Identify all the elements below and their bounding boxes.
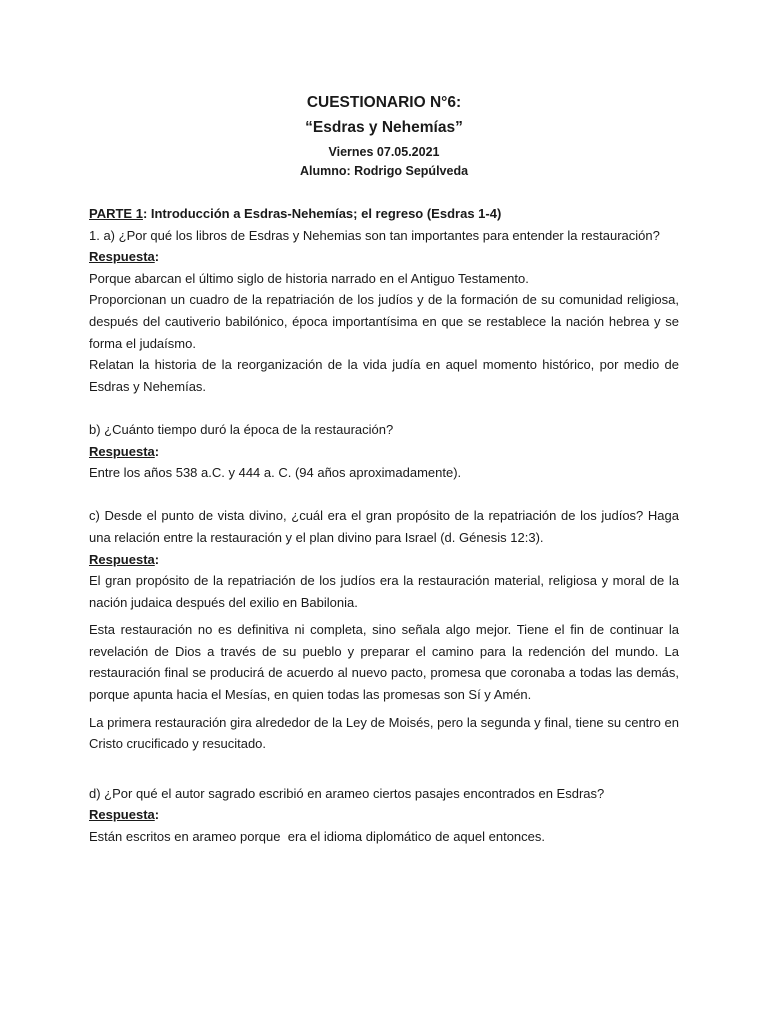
part-heading bbox=[89, 203, 679, 225]
answer-3-paragraph-3: La primera restauración gira alrededor de la Ley de Moisés, pero la segunda y final, tiene su centro en Cristo crucificado y resucitado. bbox=[89, 714, 679, 752]
answer-label bbox=[89, 804, 679, 826]
answer-1-paragraph-3: Relatan la historia de la reorganización de la vida judía en aquel momento histórico, por medio de Esdras y Nehemías. bbox=[89, 357, 679, 394]
answer-4: Están escritos en arameo porque era el idioma diplomático de aquel entonces. bbox=[89, 829, 545, 845]
document-body bbox=[89, 203, 679, 848]
spacer bbox=[89, 397, 679, 419]
question-4: d) ¿Por qué el autor sagrado escribió en arameo ciertos pasajes encontrados en Esdras? bbox=[89, 785, 605, 801]
answer-label-text: Respuesta bbox=[89, 807, 155, 823]
answer-label-colon: : bbox=[154, 807, 160, 823]
spacer bbox=[89, 484, 679, 506]
part-label: PARTE 1 bbox=[89, 206, 143, 221]
answer-label-colon: : bbox=[154, 249, 160, 265]
spacer bbox=[89, 755, 679, 783]
answer-label bbox=[89, 549, 679, 571]
answer-3-paragraph-1: El gran propósito de la repatriación de los judíos era la restauración material, religiosa y moral de la nación judaica después del exilio en Babilonia. bbox=[89, 573, 679, 610]
answer-label-text: Respuesta bbox=[89, 551, 155, 567]
part-heading-text: : Introducción a Esdras-Nehemías; el regreso (Esdras 1-4) bbox=[142, 206, 502, 221]
document-title: CUESTIONARIO N°6: bbox=[306, 94, 462, 111]
question-3: c) Desde el punto de vista divino, ¿cuál era el gran propósito de la repatriación de los judíos? Haga una relación entre la restauración y el plan divino para Israel (d. Génesis 12:3). bbox=[89, 508, 679, 545]
answer-label bbox=[89, 441, 679, 463]
answer-label-colon: : bbox=[154, 551, 160, 567]
answer-label-colon: : bbox=[154, 443, 160, 459]
question-2: b) ¿Cuánto tiempo duró la época de la restauración? bbox=[89, 421, 394, 437]
answer-1-paragraph-2: Proporcionan un cuadro de la repatriación de los judíos y de la formación de su comunidad religiosa, después del cautiverio babilónico, época importantísima en que se restablece la nación hebrea y se forma el judaísmo. bbox=[89, 292, 679, 351]
document-date: Viernes 07.05.2021 bbox=[328, 145, 440, 159]
answer-1-paragraph-1: Porque abarcan el último siglo de historia narrado en el Antiguo Testamento. bbox=[89, 270, 529, 286]
question-1: 1. a) ¿Por qué los libros de Esdras y Nehemias son tan importantes para entender la restauración? bbox=[89, 227, 660, 243]
answer-label-text: Respuesta bbox=[89, 443, 155, 459]
document-subtitle: “Esdras y Nehemías” bbox=[305, 119, 463, 136]
answer-label-text: Respuesta bbox=[89, 249, 155, 265]
answer-label bbox=[89, 246, 679, 268]
answer-2: Entre los años 538 a.C. y 444 a. C. (94 años aproximadamente). bbox=[89, 465, 462, 481]
answer-3-paragraph-2: Esta restauración no es definitiva ni completa, sino señala algo mejor. Tiene el fin de continuar la revelación de Dios a través de su pueblo y preparar el camino para la redención del mundo. La restauración final se producirá de acuerdo al nuevo pacto, promesa que coronaba a todas las demás, porque apunta hacia el Mesías, en quien todas las promesas son Sí y Amén. bbox=[89, 622, 679, 703]
student-name: Alumno: Rodrigo Sepúlveda bbox=[299, 164, 469, 178]
